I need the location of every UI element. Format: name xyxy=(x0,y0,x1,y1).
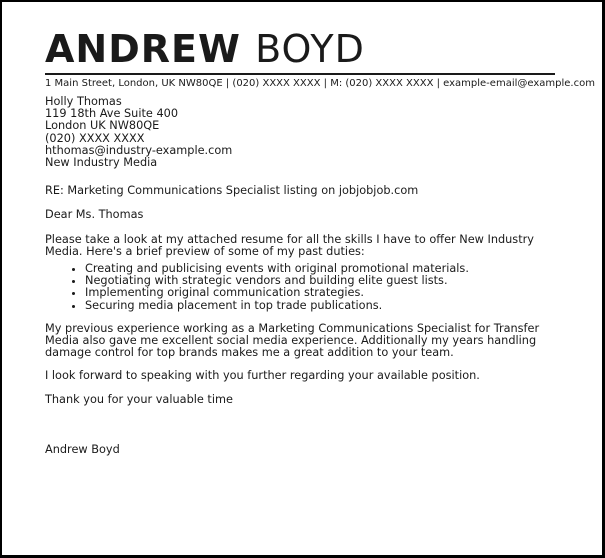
recipient-line: New Industry Media xyxy=(45,156,158,170)
duties-list xyxy=(45,263,565,312)
closing-paragraph: I look forward to speaking with you further regarding your available position. xyxy=(45,369,480,383)
recipient-line: 119 18th Ave Suite 400 xyxy=(45,107,179,121)
intro-paragraph: Please take a look at my attached resume for all the skills I have to offer New Industry Media. Here's a brief preview of some of my past duties: xyxy=(45,232,534,258)
subject-line: RE: Marketing Communications Specialist listing on jobjobjob.com xyxy=(45,184,419,198)
header-divider xyxy=(45,73,555,75)
salutation: Dear Ms. Thomas xyxy=(45,208,144,222)
last-name: BOYD xyxy=(255,27,365,71)
list-item: • Implementing original communication strategies. xyxy=(85,287,565,299)
recipient-line: Holly Thomas xyxy=(45,95,122,108)
recipient-line: hthomas@industry-example.com xyxy=(45,143,233,157)
contact-line: 1 Main Street, London, UK NW80QE | (020) XXXX XXXX | M: (020) XXXX XXXX | example-email@example.com xyxy=(45,78,595,89)
recipient-line: (020) XXXX XXXX xyxy=(45,131,145,145)
list-item: • Securing media placement in top trade publications. xyxy=(85,300,565,312)
experience-paragraph: My previous experience working as a Marketing Communications Specialist for Transfer Media also gave me excellent social media experience. Additionally my years handling damage control for top brands makes me a great addition to your team. xyxy=(45,321,540,360)
signature: Andrew Boyd xyxy=(45,442,120,456)
recipient-line: London UK NW80QE xyxy=(45,119,160,133)
recipient-address xyxy=(45,96,565,169)
cover-letter xyxy=(45,27,595,456)
list-item: • Creating and publicising events with original promotional materials. xyxy=(85,263,565,275)
applicant-name xyxy=(45,28,565,70)
first-name: ANDREW xyxy=(45,27,241,71)
thanks-line: Thank you for your valuable time xyxy=(45,392,233,406)
list-item: • Negotiating with strategic vendors and building elite guest lists. xyxy=(85,275,565,287)
